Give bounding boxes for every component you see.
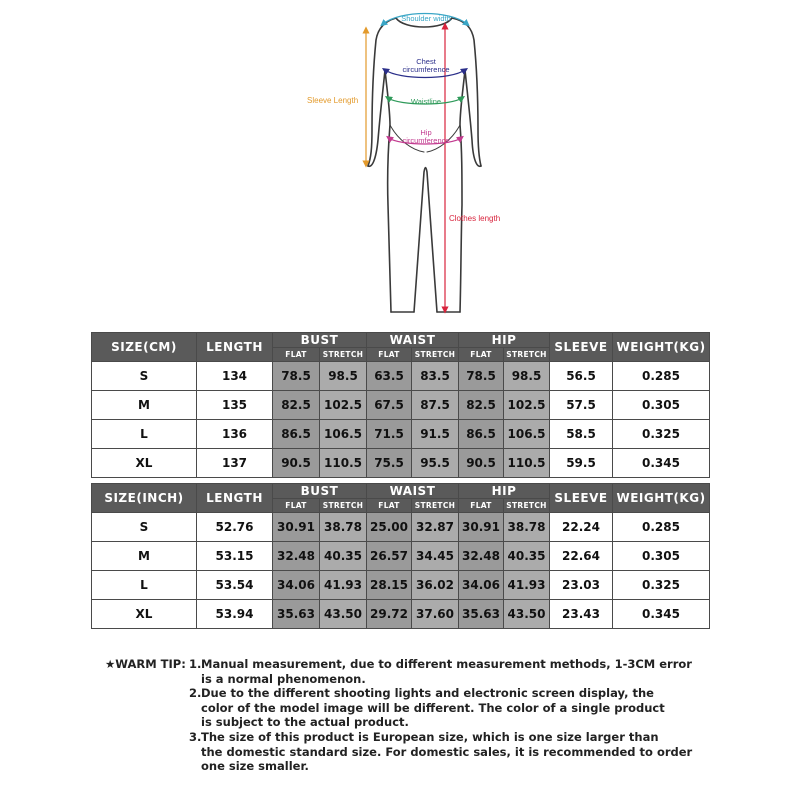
waist-flat-cell: 71.5 [367, 420, 412, 449]
tip-line: color of the model image will be different. The color of a single product [201, 700, 665, 715]
hip-header: HIP [459, 484, 550, 499]
weight-cell: 0.305 [613, 542, 710, 571]
weight-cell: 0.285 [613, 362, 710, 391]
bust-stretch-cell: 40.35 [320, 542, 367, 571]
waist-header: WAIST [367, 333, 459, 348]
weight-header: WEIGHT(KG) [613, 484, 710, 513]
hip-flat-header: FLAT [459, 348, 504, 362]
size-cell: S [92, 362, 197, 391]
sleeve-cell: 59.5 [550, 449, 613, 478]
tip-line: the domestic standard size. For domestic sales, it is recommended to order [201, 744, 693, 759]
table-row [92, 571, 710, 600]
tip-item [189, 730, 725, 774]
sleeve-length-label: Sleeve Length [307, 96, 359, 105]
sleeve-header: SLEEVE [550, 333, 613, 362]
sleeve-cell: 23.03 [550, 571, 613, 600]
waist-flat-cell: 67.5 [367, 391, 412, 420]
table-row [92, 513, 710, 542]
bust-header: BUST [273, 484, 367, 499]
waist-stretch-cell: 37.60 [412, 600, 459, 629]
hip-flat-cell: 90.5 [459, 449, 504, 478]
hip-stretch-cell: 43.50 [504, 600, 550, 629]
size-header: SIZE(CM) [92, 333, 197, 362]
hip-stretch-header: STRETCH [504, 348, 550, 362]
waist-flat-cell: 26.57 [367, 542, 412, 571]
length-cell: 137 [197, 449, 273, 478]
length-cell: 135 [197, 391, 273, 420]
length-cell: 52.76 [197, 513, 273, 542]
bust-stretch-cell: 102.5 [320, 391, 367, 420]
weight-cell: 0.305 [613, 391, 710, 420]
size-cell: M [92, 542, 197, 571]
table-row [92, 362, 710, 391]
bust-stretch-cell: 38.78 [320, 513, 367, 542]
waist-flat-cell: 28.15 [367, 571, 412, 600]
bust-stretch-cell: 43.50 [320, 600, 367, 629]
size-cell: M [92, 391, 197, 420]
waist-flat-header: FLAT [367, 348, 412, 362]
weight-cell: 0.325 [613, 420, 710, 449]
tip-line: The size of this product is European size, which is one size larger than [201, 729, 659, 744]
tip-number: 1. [189, 657, 202, 671]
waist-stretch-cell: 34.45 [412, 542, 459, 571]
bust-flat-cell: 82.5 [273, 391, 320, 420]
length-cell: 136 [197, 420, 273, 449]
hip-label-line2: circumference [402, 136, 450, 145]
length-cell: 134 [197, 362, 273, 391]
hip-stretch-cell: 38.78 [504, 513, 550, 542]
hip-stretch-cell: 40.35 [504, 542, 550, 571]
waist-stretch-cell: 91.5 [412, 420, 459, 449]
bust-header: BUST [273, 333, 367, 348]
size-table-cm [91, 332, 710, 478]
table-row [92, 391, 710, 420]
sleeve-cell: 58.5 [550, 420, 613, 449]
weight-cell: 0.325 [613, 571, 710, 600]
hip-flat-cell: 78.5 [459, 362, 504, 391]
hip-stretch-header: STRETCH [504, 499, 550, 513]
hip-header: HIP [459, 333, 550, 348]
bust-stretch-cell: 41.93 [320, 571, 367, 600]
waist-flat-cell: 29.72 [367, 600, 412, 629]
sleeve-cell: 23.43 [550, 600, 613, 629]
table-row [92, 542, 710, 571]
hip-stretch-cell: 102.5 [504, 391, 550, 420]
length-cell: 53.15 [197, 542, 273, 571]
hip-label-line1: Hip [420, 128, 432, 137]
waist-flat-cell: 63.5 [367, 362, 412, 391]
tip-line: is a normal phenomenon. [201, 671, 366, 686]
hip-stretch-cell: 41.93 [504, 571, 550, 600]
sleeve-cell: 22.24 [550, 513, 613, 542]
tip-item [189, 657, 725, 686]
size-cell: S [92, 513, 197, 542]
waist-stretch-header: STRETCH [412, 348, 459, 362]
sleeve-cell: 56.5 [550, 362, 613, 391]
hip-flat-cell: 32.48 [459, 542, 504, 571]
bust-flat-cell: 34.06 [273, 571, 320, 600]
bust-flat-cell: 30.91 [273, 513, 320, 542]
length-header: LENGTH [197, 484, 273, 513]
tip-line: Due to the different shooting lights and electronic screen display, the [201, 686, 654, 701]
tip-number: 2. [189, 686, 202, 701]
waist-stretch-cell: 83.5 [412, 362, 459, 391]
size-cell: L [92, 571, 197, 600]
sleeve-header: SLEEVE [550, 484, 613, 513]
waist-stretch-cell: 32.87 [412, 513, 459, 542]
hip-flat-cell: 34.06 [459, 571, 504, 600]
bust-flat-header: FLAT [273, 348, 320, 362]
hip-flat-cell: 35.63 [459, 600, 504, 629]
sleeve-cell: 57.5 [550, 391, 613, 420]
size-header: SIZE(INCH) [92, 484, 197, 513]
sleeve-cell: 22.64 [550, 542, 613, 571]
bust-stretch-header: STRETCH [320, 499, 367, 513]
measurement-figure [0, 0, 800, 325]
bust-stretch-header: STRETCH [320, 348, 367, 362]
waist-flat-header: FLAT [367, 499, 412, 513]
hip-stretch-cell: 106.5 [504, 420, 550, 449]
bust-flat-cell: 32.48 [273, 542, 320, 571]
size-table-inch [91, 483, 710, 629]
tip-item [189, 686, 725, 730]
table-row [92, 600, 710, 629]
bust-flat-cell: 35.63 [273, 600, 320, 629]
hip-flat-header: FLAT [459, 499, 504, 513]
waist-stretch-header: STRETCH [412, 499, 459, 513]
tip-line: one size smaller. [201, 759, 309, 774]
hip-flat-cell: 86.5 [459, 420, 504, 449]
warm-tip-label: ★WARM TIP: [105, 657, 186, 671]
bust-flat-header: FLAT [273, 499, 320, 513]
weight-cell: 0.345 [613, 600, 710, 629]
tip-line: is subject to the actual product. [201, 715, 409, 730]
warm-tip-notes [105, 657, 725, 774]
hip-stretch-cell: 98.5 [504, 362, 550, 391]
size-cell: XL [92, 600, 197, 629]
bust-stretch-cell: 106.5 [320, 420, 367, 449]
bust-flat-cell: 86.5 [273, 420, 320, 449]
chest-label-line2: circumference [402, 65, 450, 74]
bust-stretch-cell: 98.5 [320, 362, 367, 391]
chest-label-line1: Chest [416, 57, 436, 66]
bust-flat-cell: 90.5 [273, 449, 320, 478]
waist-flat-cell: 25.00 [367, 513, 412, 542]
clothes-length-label: Clothes length [449, 214, 501, 223]
bust-stretch-cell: 110.5 [320, 449, 367, 478]
length-cell: 53.54 [197, 571, 273, 600]
length-header: LENGTH [197, 333, 273, 362]
shoulder-width-label: Shoulder width [401, 14, 451, 23]
waistline-label: Waistline [410, 97, 442, 106]
waist-header: WAIST [367, 484, 459, 499]
table-row [92, 449, 710, 478]
waist-stretch-cell: 36.02 [412, 571, 459, 600]
waist-stretch-cell: 95.5 [412, 449, 459, 478]
tip-line: Manual measurement, due to different measurement methods, 1-3CM error [201, 657, 692, 671]
weight-cell: 0.285 [613, 513, 710, 542]
tip-number: 3. [189, 729, 202, 744]
bust-flat-cell: 78.5 [273, 362, 320, 391]
hip-flat-cell: 30.91 [459, 513, 504, 542]
length-cell: 53.94 [197, 600, 273, 629]
size-cell: L [92, 420, 197, 449]
hip-flat-cell: 82.5 [459, 391, 504, 420]
hip-stretch-cell: 110.5 [504, 449, 550, 478]
table-row [92, 420, 710, 449]
size-cell: XL [92, 449, 197, 478]
waist-flat-cell: 75.5 [367, 449, 412, 478]
waist-stretch-cell: 87.5 [412, 391, 459, 420]
weight-header: WEIGHT(KG) [613, 333, 710, 362]
weight-cell: 0.345 [613, 449, 710, 478]
